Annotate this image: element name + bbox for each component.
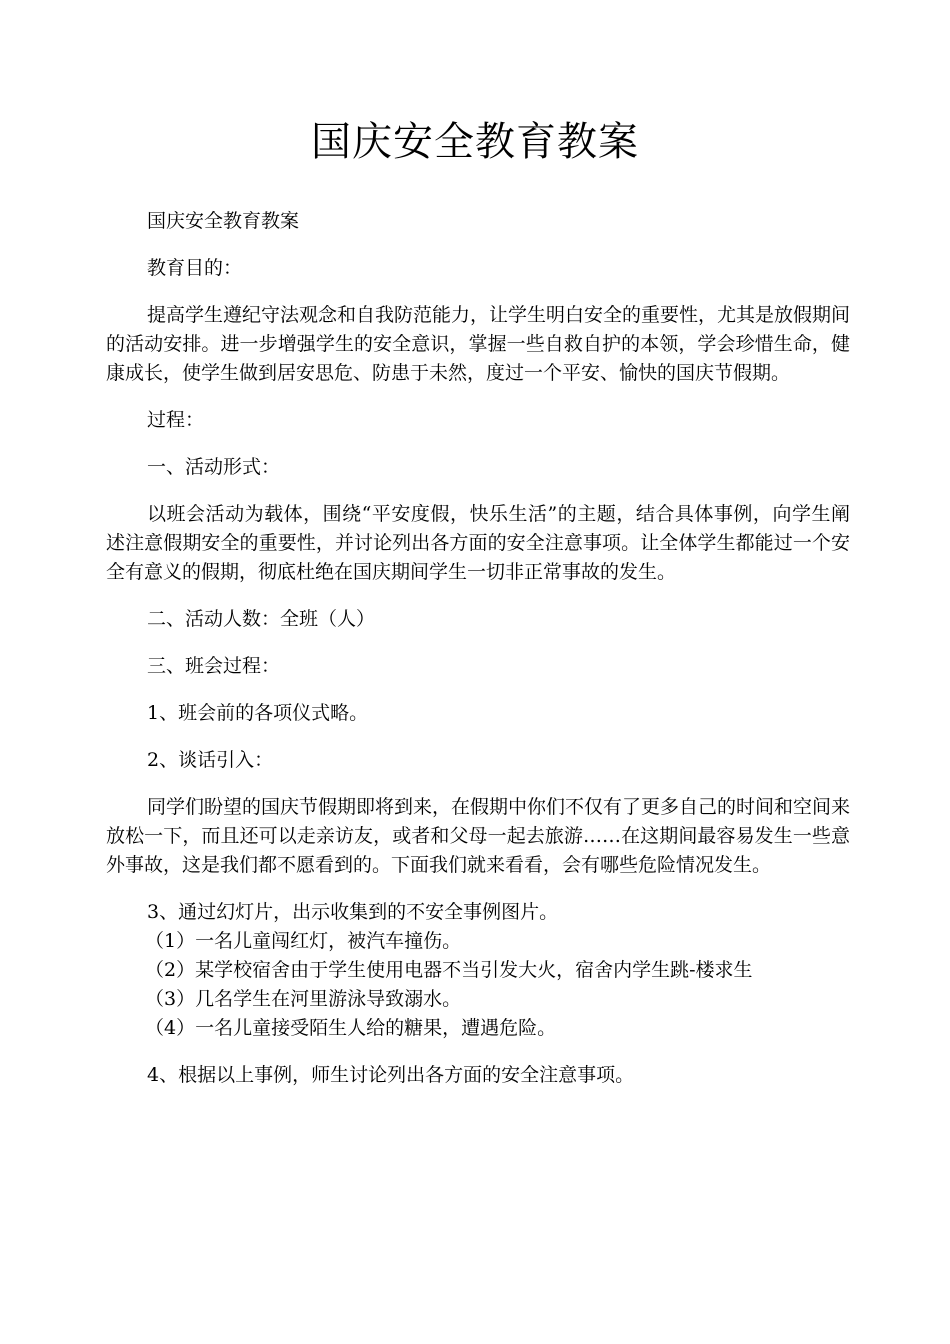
activity-form-heading: 一、活动形式： [147, 456, 281, 478]
introduction-paragraph: 同学们盼望的国庆节假期即将到来，在假期中你们不仅有了更多自己的时间和空间来放松一下，而且还可以走亲访友，或者和父母一起去旅游……在这期间最容易发生一些意外事故，这是我们都不愿看到的。下面我们就来看看，会有哪些危险情况发生。 [106, 796, 851, 876]
participants-line: 二、活动人数：全班（人） [147, 608, 376, 630]
step-2-line: 2、谈话引入： [147, 749, 274, 771]
document-title: 国庆安全教育教案 [311, 119, 639, 165]
example-item-4: （4）一名儿童接受陌生人给的糖果，遭遇危险。 [145, 1017, 557, 1039]
meeting-process-heading: 三、班会过程： [147, 655, 281, 677]
process-heading: 过程： [147, 409, 205, 431]
activity-form-paragraph: 以班会活动为载体，围绕“平安度假，快乐生活”的主题，结合具体事例，向学生阐述注意假期安全的重要性，并讨论列出各方面的安全注意事项。让全体学生都能过一个安全有意义的假期，彻底杜绝在国庆期间学生一切非正常事故的发生。 [106, 503, 850, 583]
purpose-heading: 教育目的： [147, 257, 243, 279]
step-4-line: 4、根据以上事例，师生讨论列出各方面的安全注意事项。 [147, 1064, 635, 1086]
step-3-line: 3、通过幻灯片，出示收集到的不安全事例图片。 [147, 901, 559, 923]
example-item-2: （2）某学校宿舍由于学生使用电器不当引发大火，宿舍内学生跳-楼求生 [145, 959, 753, 981]
step-1-line: 1、班会前的各项仪式略。 [147, 702, 369, 724]
document-body [106, 207, 850, 1090]
subtitle-paragraph: 国庆安全教育教案 [147, 210, 300, 232]
example-item-3: （3）几名学生在河里游泳导致溺水。 [145, 988, 462, 1010]
purpose-paragraph: 提高学生遵纪守法观念和自我防范能力，让学生明白安全的重要性，尤其是放假期间的活动安排。进一步增强学生的安全意识，掌握一些自救自护的本领，学会珍惜生命，健康成长，使学生做到居安思危、防患于未然，度过一个平安、愉快的国庆节假期。 [106, 304, 851, 384]
example-item-1: （1）一名儿童闯红灯，被汽车撞伤。 [145, 930, 462, 952]
